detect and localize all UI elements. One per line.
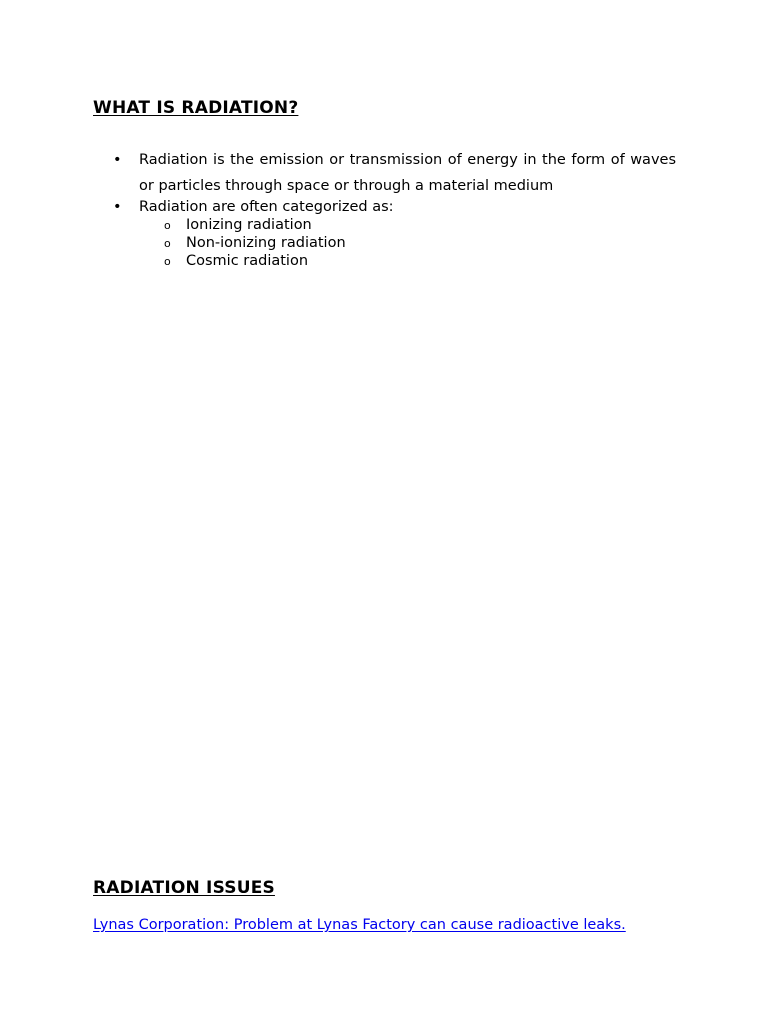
category-cosmic: Cosmic radiation <box>186 253 309 269</box>
bullet-text-definition: Radiation is the emission or transmission of energy in the form of waves or particles through space or through a material medium <box>139 152 676 194</box>
list-item <box>139 252 676 270</box>
sub-bullet-marker: o <box>164 255 171 268</box>
sub-bullet-marker: o <box>164 237 171 250</box>
bullet-marker: • <box>113 152 122 168</box>
radiation-bullet-list <box>93 147 676 270</box>
category-ionizing: Ionizing radiation <box>186 217 312 233</box>
sub-bullet-marker: o <box>164 219 171 232</box>
bullet-marker: • <box>113 199 122 215</box>
bullet-text-categories: Radiation are often categorized as: <box>139 199 394 215</box>
list-item <box>139 234 676 252</box>
list-item <box>93 198 676 270</box>
list-item <box>93 147 676 199</box>
list-item <box>139 216 676 234</box>
lynas-article-link[interactable]: Lynas Corporation: Problem at Lynas Factory can cause radioactive leaks. <box>93 917 626 933</box>
section-heading-radiation-issues: RADIATION ISSUES <box>93 878 275 898</box>
radiation-category-list <box>139 216 676 270</box>
section-heading-what-is-radiation: WHAT IS RADIATION? <box>93 98 299 118</box>
category-non-ionizing: Non-ionizing radiation <box>186 235 346 251</box>
